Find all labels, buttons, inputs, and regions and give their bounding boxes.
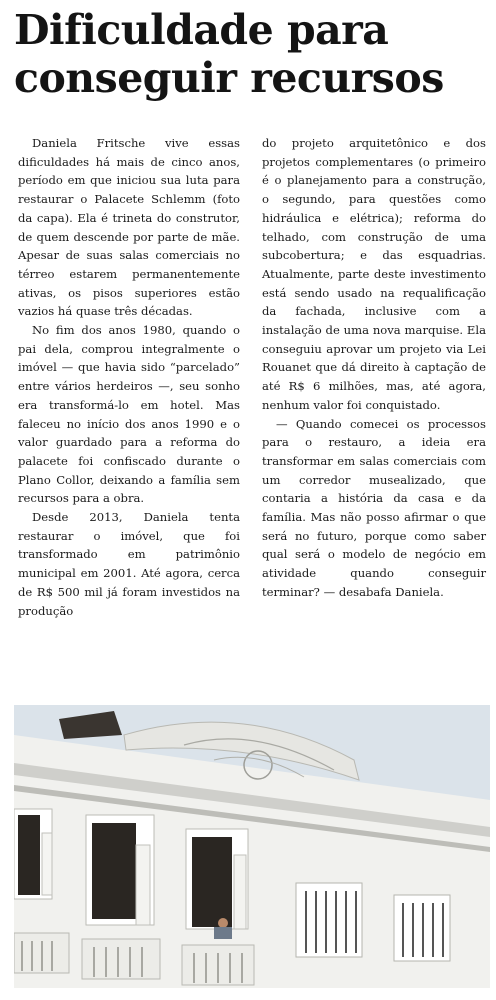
article-headline: [14, 6, 490, 102]
article-column-right: [262, 134, 486, 602]
building-facade-photo: [14, 705, 490, 988]
paragraph: No fim dos anos 1980, quando o pai dela, comprou integralmente o imóvel — que havia sido “parcelado” entre vários herdeiros —, seu sonho era transformá-lo em hotel. Mas faleceu no início dos anos 1990 e o valor guardado para a reforma do palacete foi confiscado durante o Plano Collor, deixando a família sem recursos para a obra.: [18, 323, 240, 506]
paragraph: do projeto arquitetônico e dos projetos complementares (o primeiro é o planejamento para a construção, o segundo, para questões como hidráulica e elétrica); reforma do telhado, com construção de uma subcobertura; e das esquadrias. Atualmente, parte deste investimento está sendo usado na requalificação da fachada, inclusive com a instalação de uma nova marquise. Ela conseguiu aprovar um projeto via Lei Rouanet que dá direito à captação de até R$ 6 milhões, mas, até agora, nenhum valor foi conquistado.: [262, 136, 486, 412]
paragraph: — Quando comecei os processos para o restauro, a ideia era transformar em salas comerciais com um corredor musealizado, que contaria a história da casa e da família. Mas não posso afirmar o que será no futuro, porque como saber qual será o modelo de negócio em atividade quando conseguir terminar? — desabafa Daniela.: [262, 416, 486, 599]
paragraph: Daniela Fritsche vive essas dificuldades há mais de cinco anos, período em que iniciou sua luta para restaurar o Palacete Schlemm (foto da capa). Ela é trineta do construtor, de quem descende por parte de mãe. Apesar de suas salas comerciais no térreo estarem permanentemente ativas, os pisos superiores estão vazios há quase três décadas.: [18, 136, 240, 319]
headline-line-2: conseguir recursos: [14, 54, 444, 102]
paragraph: Desde 2013, Daniela tenta restaurar o imóvel, que foi transformado em patrimônio municipal em 2001. Até agora, cerca de R$ 500 mil já foram investidos na produção: [18, 510, 240, 618]
article-column-left: [18, 134, 240, 620]
headline-line-1: Dificuldade para: [14, 6, 389, 54]
